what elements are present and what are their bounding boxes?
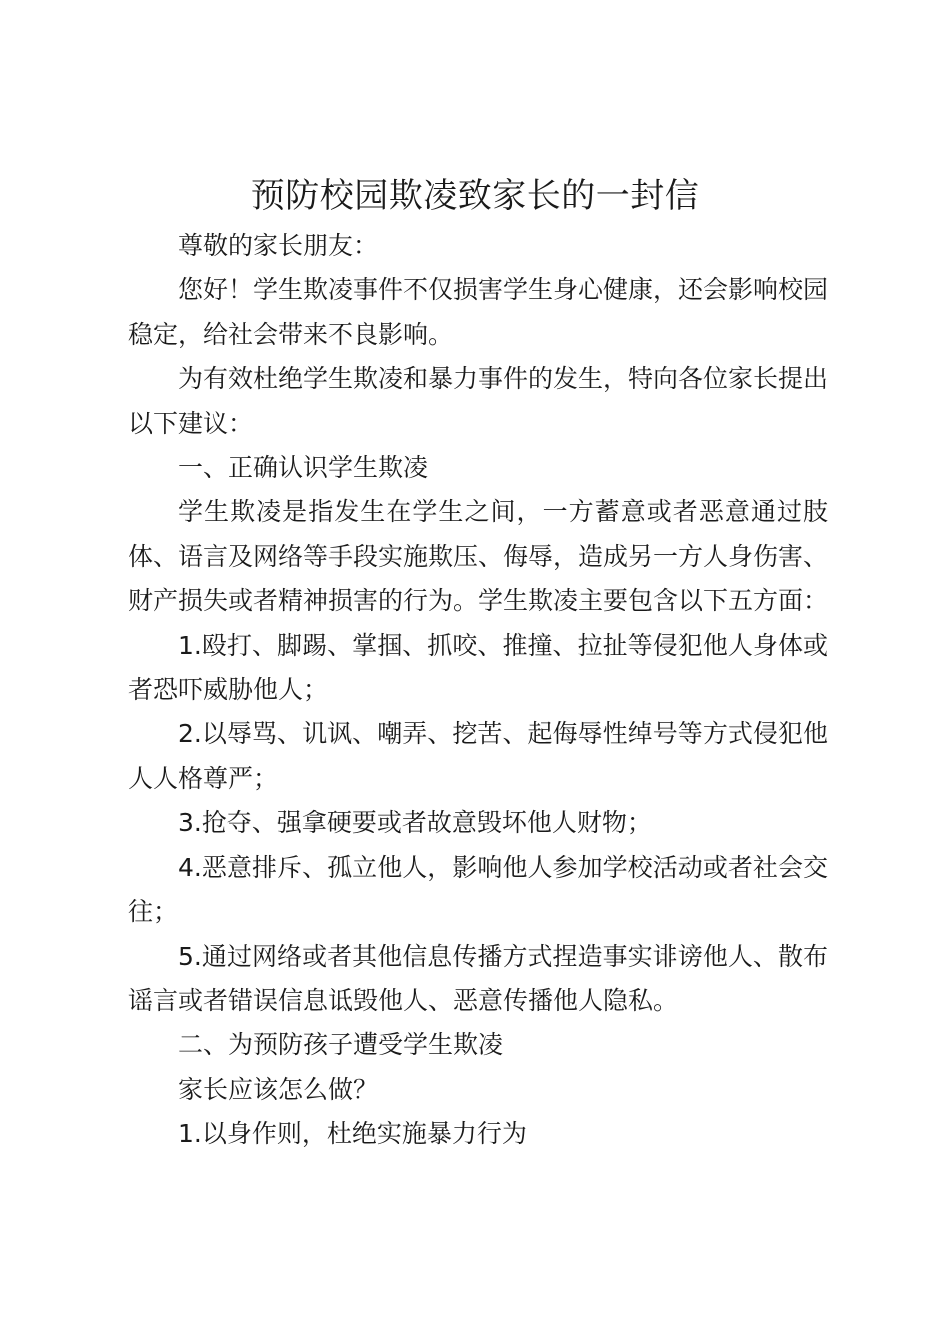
greeting-paragraph: 您好！学生欺凌事件不仅损害学生身心健康，还会影响校园稳定，给社会带来不良影响。: [128, 275, 829, 349]
list-item-2: 2.以辱骂、讥讽、嘲弄、挖苦、起侮辱性绰号等方式侵犯他人人格尊严；: [128, 719, 828, 793]
intro-paragraph: 为有效杜绝学生欺凌和暴力事件的发生，特向各位家长提出以下建议：: [128, 364, 829, 438]
salutation: 尊敬的家长朋友：: [178, 231, 379, 260]
list-item-4: 4.恶意排斥、孤立他人，影响他人参加学校活动或者社会交往；: [128, 852, 828, 927]
definition-paragraph: 学生欺凌是指发生在学生之间，一方蓄意或者恶意通过肢体、语言及网络等手段实施欺压、侮辱，造成另一方人身伤害、财产损失或者精神损害的行为。学生欺凌主要包含以下五方面：: [128, 497, 829, 616]
list-item-3: 3.抢夺、强拿硬要或者故意毁坏他人财物；: [178, 808, 652, 838]
section-heading-1: 一、正确认识学生欺凌: [178, 453, 429, 483]
section-heading-2: 二、为预防孩子遭受学生欺凌: [178, 1030, 504, 1060]
section-subheading: 家长应该怎么做？: [178, 1074, 379, 1104]
document-title: 预防校园欺凌致家长的一封信: [250, 176, 700, 216]
list-item-1: 1.殴打、脚踢、掌掴、抓咬、推撞、拉扯等侵犯他人身体或者恐吓威胁他人；: [128, 630, 828, 705]
advice-item-1: 1.以身作则，杜绝实施暴力行为: [178, 1119, 527, 1149]
document-body: [128, 224, 828, 1157]
list-item-5: 5.通过网络或者其他信息传播方式捏造事实诽谤他人、散布谣言或者错误信息诋毁他人、恶意传播他人隐私。: [128, 941, 828, 1015]
